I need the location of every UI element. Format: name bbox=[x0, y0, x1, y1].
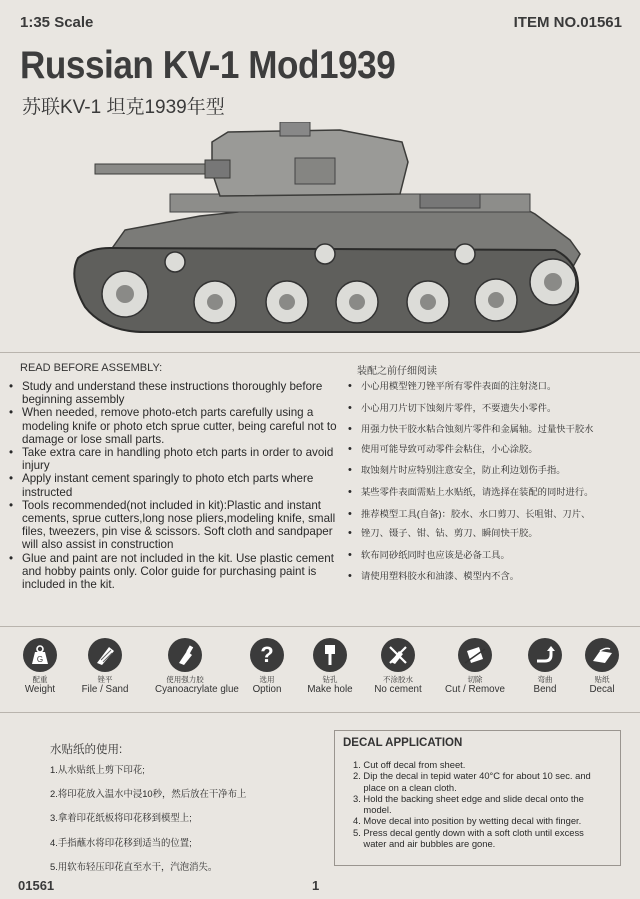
tool-label-cn: 弯曲 bbox=[537, 675, 553, 684]
tool-decal bbox=[572, 638, 632, 695]
item-number: ITEM NO.01561 bbox=[513, 14, 622, 31]
tool-label-cn: 不涂胶水 bbox=[383, 675, 413, 684]
list-item: model. bbox=[353, 804, 392, 816]
list-item: • 推荐模型工具(自备)：胶水、水口剪刀、长咀钳、刀片、 bbox=[348, 509, 640, 520]
divider bbox=[0, 352, 640, 353]
decal-heading-cn: 水贴纸的使用: bbox=[50, 744, 123, 756]
decal-steps-cn bbox=[50, 764, 310, 885]
question-icon: ? bbox=[250, 638, 284, 672]
list-item-continuation: • 锉刀、镊子、钳、钻、剪刀、瞬间快干胶。 bbox=[348, 528, 640, 539]
list-item: • Apply instant cement sparingly to photo etch parts where instructed bbox=[8, 472, 343, 498]
list-item: 4.手指蘸水将印花移到适当的位置; bbox=[50, 836, 192, 848]
assembly-list-cn bbox=[348, 381, 640, 593]
list-item: water and air bubbles are gone. bbox=[353, 838, 496, 850]
tool-label: Cyanoacrylate glue bbox=[155, 684, 239, 695]
tool-weight bbox=[10, 638, 70, 695]
list-item: • When needed, remove photo-etch parts carefully using a modeling knife or photo etch sprue cutter, being careful not to damage or lose small parts. bbox=[8, 406, 343, 446]
list-item: • Take extra care in handling photo etch parts in order to avoid injury bbox=[8, 446, 343, 472]
tool-label: No cement bbox=[374, 684, 422, 695]
tool-label: File / Sand bbox=[81, 684, 129, 695]
list-item: • 用强力快干胶水粘合蚀刻片零件和金属轴。过量快干胶水 bbox=[348, 424, 640, 435]
decal-icon bbox=[585, 638, 619, 672]
drill-icon bbox=[313, 638, 347, 672]
list-item: 3. Hold the backing sheet edge and slide decal onto the bbox=[353, 792, 584, 804]
divider bbox=[0, 712, 640, 713]
page-number: 1 bbox=[312, 878, 320, 893]
tool-label-cn: 配重 bbox=[32, 675, 48, 684]
tool-file-sand bbox=[75, 638, 135, 695]
assembly-heading: READ BEFORE ASSEMBLY: bbox=[20, 362, 163, 374]
divider bbox=[0, 626, 640, 627]
tool-label: Weight bbox=[24, 684, 56, 695]
list-item: • 小心用模型锉刀锉平所有零件表面的注射浇口。 bbox=[348, 381, 640, 392]
tool-label-cn: 贴纸 bbox=[594, 675, 610, 684]
tool-label: Decal bbox=[589, 684, 615, 695]
list-item: • Tools recommended(not included in kit):Plastic and instant cements, sprue cutters,long nose pliers,modeling knife, small files, tweezers, pin vise & scissors. Soft cloth and sandpaper will also assist in construction bbox=[8, 499, 343, 552]
scale-label: 1:35 Scale bbox=[20, 14, 94, 31]
tool-no-cement bbox=[368, 638, 428, 695]
list-item: 5. Press decal gently down with a soft cloth until excess bbox=[353, 826, 584, 838]
no-cement-icon bbox=[381, 638, 415, 672]
tool-label: Make hole bbox=[307, 684, 353, 695]
file-sand-icon bbox=[88, 638, 122, 672]
list-item: 2.将印花放入温水中浸10秒，然后放在干净布上 bbox=[50, 788, 247, 800]
decal-heading: DECAL APPLICATION bbox=[343, 737, 463, 749]
cut-icon bbox=[458, 638, 492, 672]
tank-illustration bbox=[50, 122, 595, 344]
bend-icon bbox=[528, 638, 562, 672]
list-item: • 请使用塑料胶水和油漆、模型内不含。 bbox=[348, 571, 640, 582]
tool-bend bbox=[515, 638, 575, 695]
page-title: Russian KV-1 Mod1939 bbox=[20, 44, 396, 87]
list-item: 3.拿着印花纸板将印花移到模型上; bbox=[50, 812, 192, 824]
list-item: • Study and understand these instructions thoroughly before beginning assembly bbox=[8, 380, 343, 406]
tool-label: Option bbox=[252, 684, 282, 695]
list-item: • 某些零件表面需贴上水贴纸，请选择在装配的同时进行。 bbox=[348, 487, 640, 498]
tool-legend bbox=[10, 638, 635, 702]
tool-label-cn: 钻孔 bbox=[322, 675, 338, 684]
tool-cut-remove bbox=[445, 638, 505, 695]
list-item: 4. Move decal into position by wetting decal with finger. bbox=[353, 815, 582, 827]
list-item: 1. Cut off decal from sheet. bbox=[353, 759, 466, 770]
svg-text:G: G bbox=[36, 655, 44, 664]
tool-label-cn: 锉平 bbox=[97, 675, 113, 684]
glue-icon bbox=[168, 638, 202, 672]
list-item: • 小心用刀片切下蚀刻片零件，不要遗失小零件。 bbox=[348, 403, 640, 414]
tool-label: Bend bbox=[533, 684, 557, 695]
tool-label-cn: 选用 bbox=[259, 675, 275, 684]
tool-make-hole bbox=[300, 638, 360, 695]
list-item: 1.从水贴纸上剪下印花; bbox=[50, 764, 145, 775]
list-item: 2. Dip the decal in tepid water 40°C for about 10 sec. and bbox=[353, 770, 591, 782]
weight-icon bbox=[23, 638, 57, 672]
page-title-cn: 苏联KV-1 坦克1939年型 bbox=[22, 97, 225, 118]
decal-steps bbox=[343, 759, 618, 849]
tool-option bbox=[237, 638, 297, 695]
assembly-list bbox=[8, 380, 343, 591]
list-item: • 软布同砂纸同时也应该是必备工具。 bbox=[348, 550, 640, 561]
tool-label-cn: 切除 bbox=[467, 675, 483, 684]
list-item: • 取蚀刻片时应特别注意安全，防止利边划伤手指。 bbox=[348, 465, 640, 476]
tool-glue bbox=[155, 638, 239, 695]
assembly-heading-cn: 装配之前仔细阅读 bbox=[357, 366, 437, 377]
list-item: 5.用软布轻压印花直至水干，汽泡消失。 bbox=[50, 860, 218, 872]
tool-label: Cut / Remove bbox=[445, 684, 505, 695]
footer-code: 01561 bbox=[18, 878, 55, 893]
list-item-continuation: • 使用可能导致可动零件会粘住，小心涂胶。 bbox=[348, 444, 640, 455]
list-item: • Glue and paint are not included in the kit. Use plastic cement and hobby paints only. Color guide for purchasing paint is included in the kit. bbox=[8, 552, 343, 592]
tool-label-cn: 使用强力胶 bbox=[166, 675, 204, 684]
list-item: place on a clean cloth. bbox=[353, 781, 457, 793]
